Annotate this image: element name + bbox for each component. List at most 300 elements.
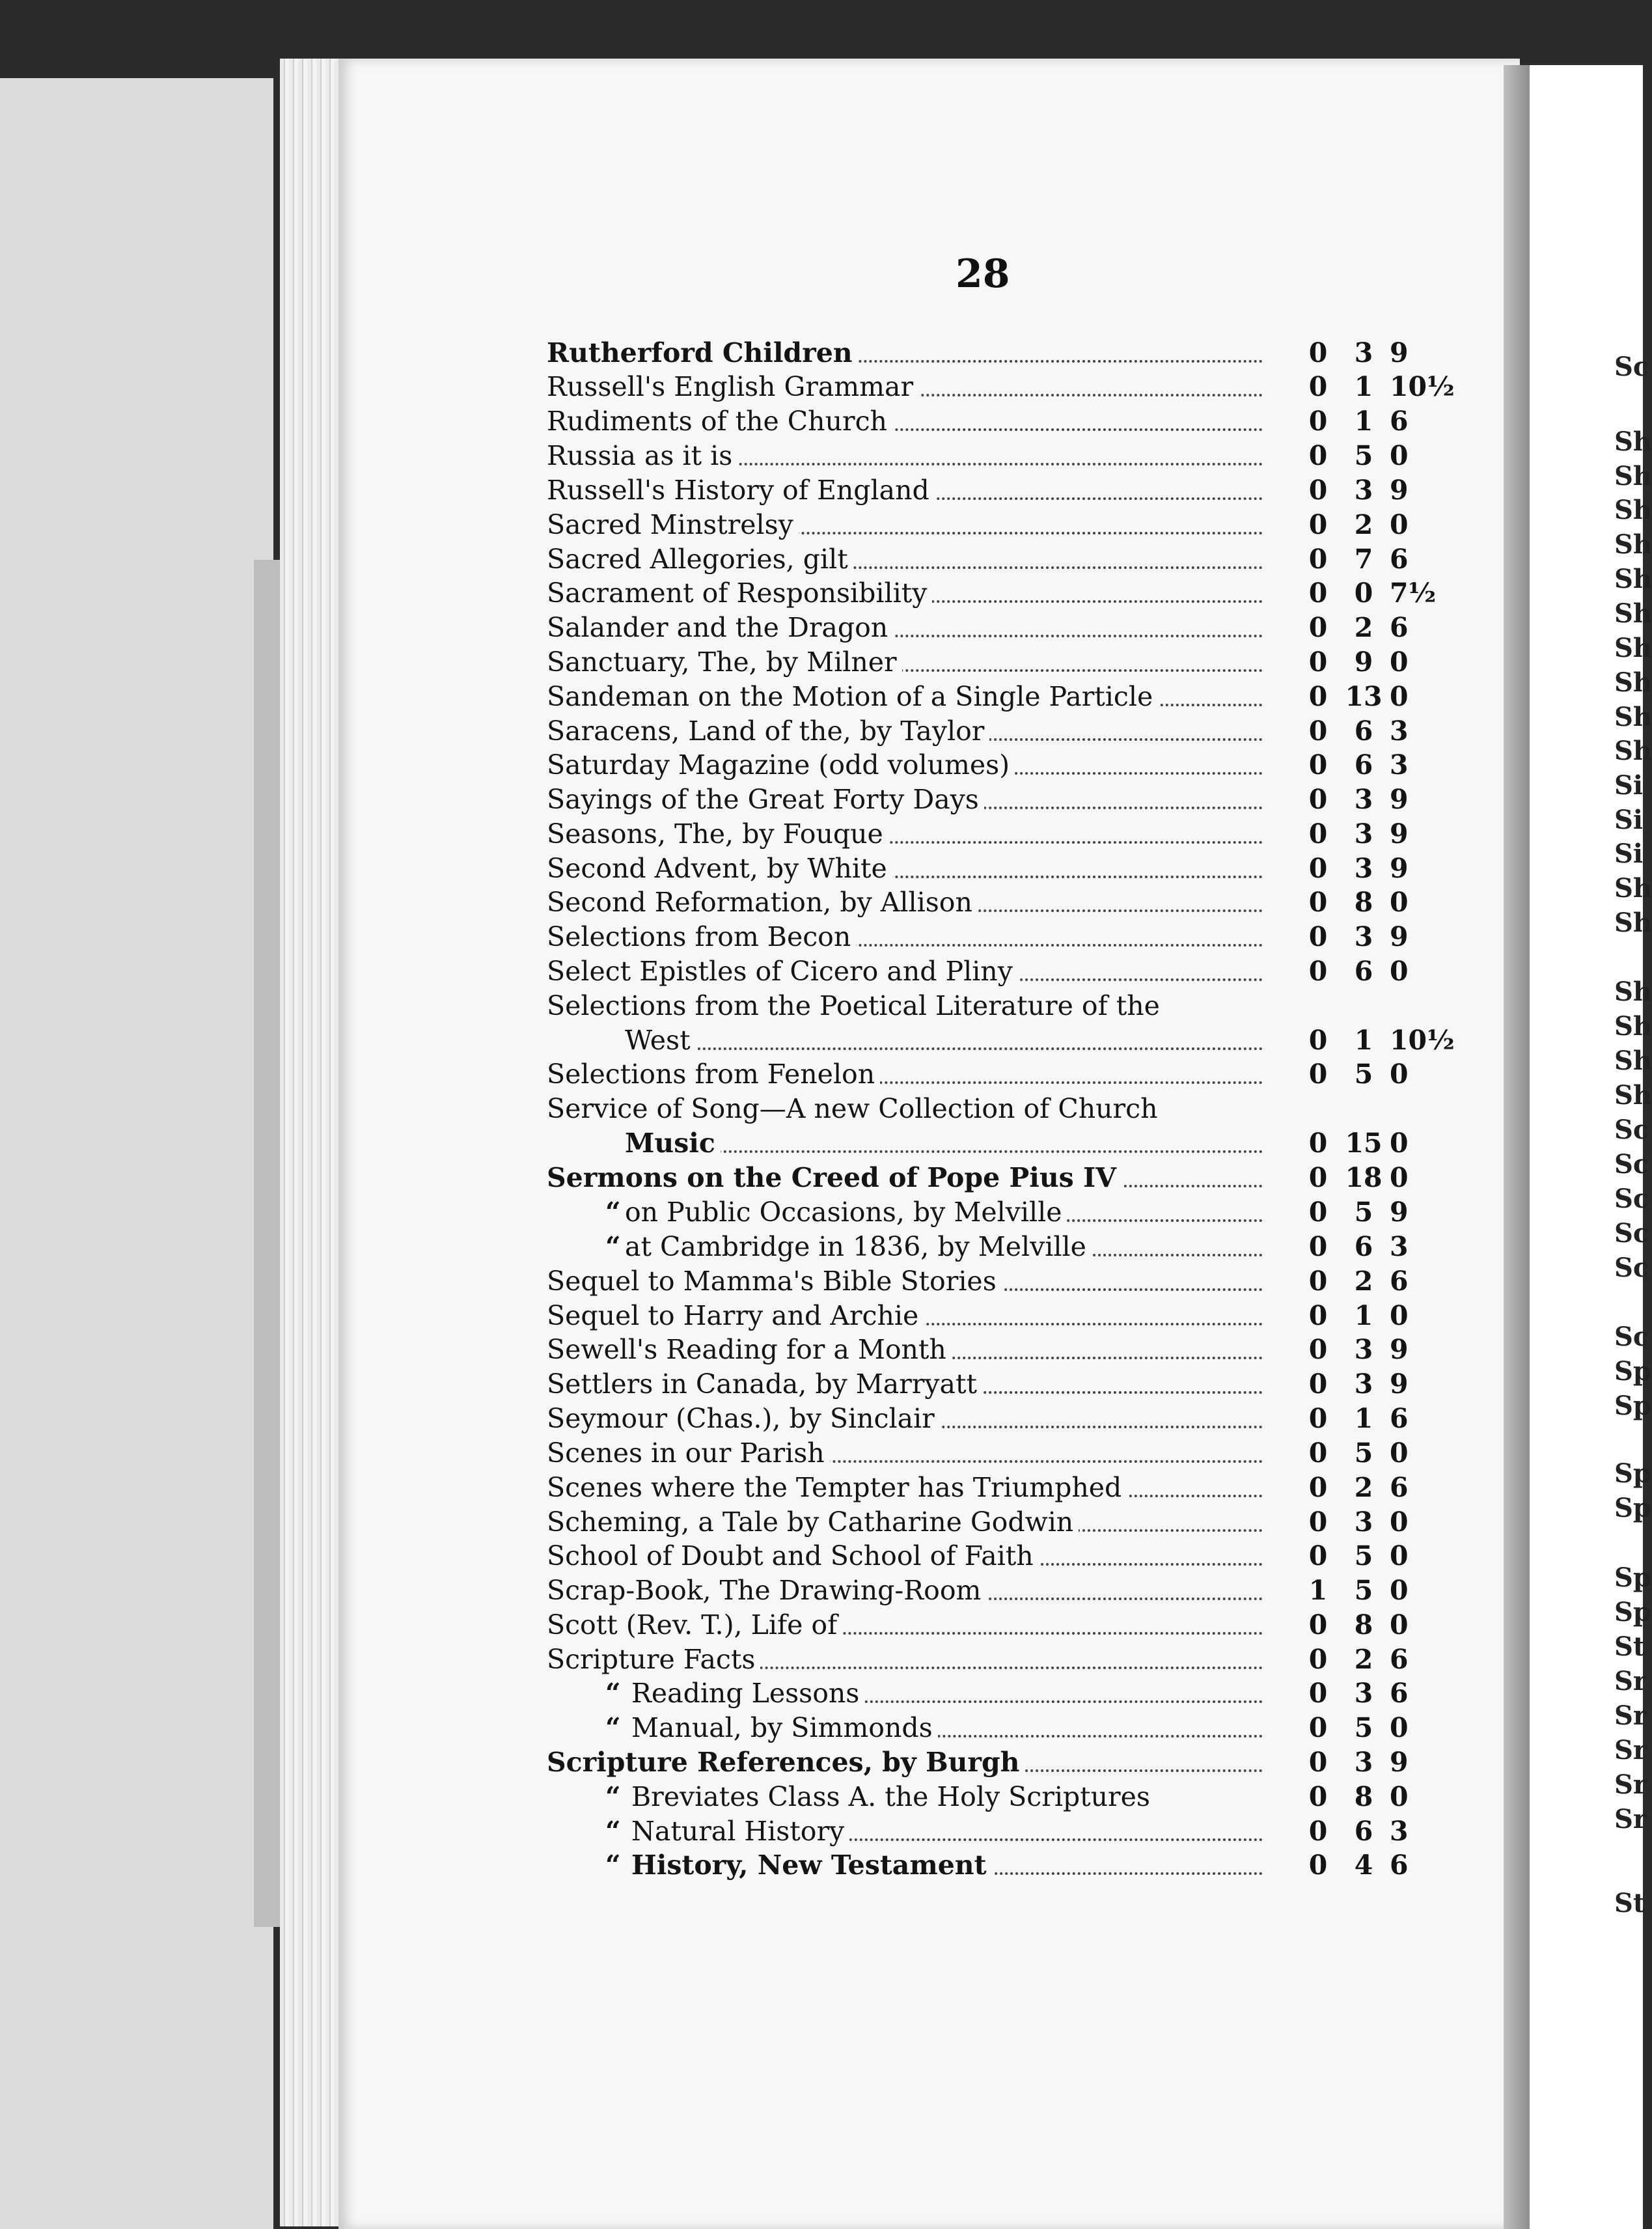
next-page-fragment: Sh — [1614, 598, 1652, 629]
entry-title: Rudiments of the Church — [547, 406, 892, 437]
price-shillings: 8 — [1354, 1609, 1373, 1641]
entry-title-wrap — [547, 1538, 1263, 1573]
entry-title-wrap — [547, 885, 1263, 920]
next-page-fragment: Si — [1614, 805, 1644, 835]
catalogue-entry — [547, 473, 1432, 508]
next-page-fragment: Sr — [1614, 1666, 1647, 1696]
entry-title: Select Epistles of Cicero and Pliny — [547, 956, 1018, 987]
price-pence: 9 — [1390, 921, 1409, 952]
price-pounds: 0 — [1308, 1197, 1328, 1228]
price-pence: 0 — [1390, 1712, 1409, 1743]
entry-title: Scheming, a Tale by Catharine Godwin — [547, 1506, 1079, 1538]
entry-title: Sequel to Harry and Archie — [547, 1300, 924, 1331]
catalogue-entry — [547, 404, 1432, 439]
entry-title-wrap — [547, 988, 1263, 1023]
next-page-fragment: Sr — [1614, 1804, 1647, 1834]
catalogue-entry — [547, 1229, 1432, 1264]
price-shillings: 1 — [1354, 1403, 1373, 1434]
next-page-fragment: Sh — [1614, 907, 1652, 938]
catalogue-entry — [547, 644, 1432, 680]
price-pence: 7½ — [1390, 577, 1437, 609]
price-shillings: 3 — [1354, 921, 1373, 952]
price-pence: 6 — [1390, 1849, 1409, 1881]
price-pounds: 0 — [1308, 612, 1328, 643]
catalogue-entry — [547, 1195, 1432, 1230]
price-pence: 3 — [1390, 1816, 1409, 1847]
price-pence: 0 — [1390, 646, 1409, 678]
page-number: 28 — [956, 251, 1010, 297]
entry-title: Scripture Facts — [547, 1644, 760, 1675]
price-pounds: 0 — [1308, 577, 1328, 609]
next-page-fragment: Sr — [1614, 1700, 1647, 1731]
price-pence: 9 — [1390, 1197, 1409, 1228]
price-pence: 6 — [1390, 1266, 1409, 1297]
price-shillings: 2 — [1354, 1644, 1373, 1675]
price-shillings: 5 — [1354, 1712, 1373, 1743]
entry-title: Sanctuary, The, by Milner — [547, 646, 902, 678]
entry-title: School of Doubt and School of Faith — [547, 1540, 1039, 1571]
next-page-fragment: Sp — [1614, 1356, 1651, 1387]
price-shillings: 5 — [1354, 1540, 1373, 1571]
next-page-fragment: Sh — [1614, 461, 1652, 491]
price-shillings: 3 — [1354, 1334, 1373, 1365]
next-page-fragment: Sr — [1614, 1735, 1647, 1765]
price-pounds: 0 — [1308, 509, 1328, 540]
catalogue-entry — [547, 851, 1432, 886]
catalogue-entry — [547, 1160, 1432, 1195]
price-shillings: 0 — [1354, 577, 1373, 609]
entry-title-wrap — [547, 1160, 1263, 1195]
catalogue-entry — [547, 1435, 1432, 1471]
price-pence: 0 — [1390, 1128, 1409, 1159]
price-pounds: 0 — [1308, 1816, 1328, 1847]
price-pounds: 0 — [1308, 1678, 1328, 1709]
entry-title-wrap — [547, 1573, 1263, 1608]
catalogue-entry — [547, 610, 1432, 645]
catalogue-entry — [547, 782, 1432, 817]
catalogue-entry — [547, 1710, 1432, 1745]
price-pence: 0 — [1390, 1300, 1409, 1331]
price-pounds: 0 — [1308, 1506, 1328, 1538]
price-pounds: 0 — [1308, 1334, 1328, 1365]
entry-title-wrap — [547, 747, 1263, 782]
price-shillings: 6 — [1354, 1816, 1373, 1847]
ditto-mark: “ — [605, 1781, 621, 1812]
entry-title-wrap — [547, 1366, 1263, 1402]
price-pence: 6 — [1390, 1472, 1409, 1503]
price-shillings: 3 — [1354, 1747, 1373, 1778]
price-pence: 9 — [1390, 853, 1409, 884]
price-pounds: 0 — [1308, 646, 1328, 678]
catalogue-entry — [547, 713, 1432, 749]
price-pence: 6 — [1390, 406, 1409, 437]
price-pounds: 0 — [1308, 1472, 1328, 1503]
price-shillings: 7 — [1354, 544, 1373, 575]
price-shillings: 5 — [1354, 1575, 1373, 1606]
catalogue-entry — [547, 1023, 1455, 1058]
entry-title: Manual, by Simmonds — [631, 1712, 938, 1743]
price-pence: 9 — [1390, 475, 1409, 506]
entry-title: Second Advent, by White — [547, 853, 892, 884]
next-page-fragment: Sh — [1614, 873, 1652, 904]
price-shillings: 5 — [1354, 1059, 1373, 1090]
catalogue-entry — [547, 1848, 1432, 1883]
price-pence: 0 — [1390, 1059, 1409, 1090]
entry-title-wrap — [547, 507, 1263, 542]
price-pence: 10½ — [1390, 371, 1455, 402]
catalogue-entry — [547, 335, 1432, 370]
next-page-fragment: Sh — [1614, 426, 1652, 457]
price-pounds: 0 — [1308, 921, 1328, 952]
catalogue-entry — [547, 1264, 1432, 1299]
price-shillings: 3 — [1354, 784, 1373, 815]
entry-title-wrap — [631, 1710, 1263, 1745]
price-pounds: 0 — [1308, 749, 1328, 781]
price-pence: 0 — [1390, 1437, 1409, 1469]
entry-title: Scripture References, by Burgh — [547, 1747, 1025, 1778]
next-page-fragment: Sc — [1614, 1322, 1649, 1352]
catalogue-entry — [547, 988, 1432, 1023]
entry-title-wrap — [547, 1298, 1263, 1333]
entry-title-wrap — [547, 473, 1263, 508]
price-shillings: 4 — [1354, 1849, 1373, 1881]
price-pence: 0 — [1390, 440, 1409, 471]
entry-title: Scrap-Book, The Drawing-Room — [547, 1575, 986, 1606]
price-shillings: 8 — [1354, 1781, 1373, 1812]
price-shillings: 3 — [1354, 1368, 1373, 1400]
entry-title-wrap — [547, 954, 1263, 989]
price-pence: 10½ — [1390, 1025, 1455, 1056]
price-shillings: 8 — [1354, 887, 1373, 918]
catalogue-entry — [547, 1126, 1432, 1161]
catalogue-entry — [547, 1779, 1432, 1814]
next-page-fragment: St — [1614, 1888, 1645, 1918]
entry-title: Reading Lessons — [631, 1678, 864, 1709]
price-shillings: 1 — [1354, 1025, 1373, 1056]
next-page-fragment: Sh — [1614, 667, 1652, 698]
entry-title: Salander and the Dragon — [547, 612, 893, 643]
price-shillings: 2 — [1354, 1472, 1373, 1503]
next-page-fragment: Sp — [1614, 1562, 1651, 1593]
price-pounds: 0 — [1308, 1781, 1328, 1812]
price-pounds: 0 — [1308, 681, 1328, 712]
price-pence: 9 — [1390, 337, 1409, 368]
entry-title: Sacred Minstrelsy — [547, 509, 799, 540]
entry-title: Selections from Fenelon — [547, 1059, 880, 1090]
price-pounds: 0 — [1308, 956, 1328, 987]
entry-title-wrap — [547, 919, 1263, 954]
next-page-fragment: Sp — [1614, 1493, 1651, 1523]
catalogue-entry — [547, 747, 1432, 782]
price-shillings: 18 — [1345, 1162, 1383, 1193]
next-page-fragment: St — [1614, 1631, 1645, 1662]
price-shillings: 1 — [1354, 1300, 1373, 1331]
entry-title-wrap — [547, 610, 1263, 645]
next-page-fragment: Sh — [1614, 1045, 1652, 1076]
catalogue-entry — [547, 1642, 1432, 1677]
next-page-fragment: Sc — [1614, 352, 1649, 382]
price-pounds: 1 — [1308, 1575, 1328, 1606]
catalogue-entry — [547, 1676, 1432, 1711]
catalogue-entry — [547, 954, 1432, 989]
price-shillings: 3 — [1354, 475, 1373, 506]
price-pence: 3 — [1390, 1231, 1409, 1262]
next-page-fragment: Sr — [1614, 1769, 1647, 1800]
price-shillings: 3 — [1354, 818, 1373, 850]
ditto-mark: “ — [605, 1197, 621, 1228]
price-pence: 0 — [1390, 509, 1409, 540]
entry-title-wrap — [625, 1195, 1263, 1230]
price-pounds: 0 — [1308, 1266, 1328, 1297]
price-pence: 6 — [1390, 612, 1409, 643]
entry-title-wrap — [631, 1814, 1263, 1849]
price-pounds: 0 — [1308, 1025, 1328, 1056]
catalogue-entry — [547, 1401, 1432, 1436]
entry-title-wrap — [547, 1332, 1263, 1367]
entry-title-wrap — [547, 1504, 1263, 1540]
catalogue-entry — [547, 542, 1432, 577]
price-pounds: 0 — [1308, 784, 1328, 815]
price-shillings: 13 — [1345, 681, 1383, 712]
entry-title: Natural History — [631, 1816, 849, 1847]
price-pence: 6 — [1390, 544, 1409, 575]
price-pounds: 0 — [1308, 1849, 1328, 1881]
price-pounds: 0 — [1308, 475, 1328, 506]
price-shillings: 15 — [1345, 1128, 1383, 1159]
entry-title-wrap — [547, 335, 1263, 370]
entry-title-wrap — [547, 1435, 1263, 1471]
entry-title: West — [625, 1025, 696, 1056]
next-page-fragment: Sc — [1614, 1253, 1649, 1283]
price-pence: 3 — [1390, 749, 1409, 781]
catalogue-entry — [547, 1470, 1432, 1505]
price-pounds: 0 — [1308, 853, 1328, 884]
entry-title: Sewell's Reading for a Month — [547, 1334, 952, 1365]
price-pence: 9 — [1390, 1368, 1409, 1400]
catalogue-entry — [547, 1332, 1432, 1367]
entry-title-wrap — [547, 575, 1263, 611]
entry-title: Music — [625, 1128, 721, 1159]
price-pence: 6 — [1390, 1403, 1409, 1434]
next-page-fragment: Si — [1614, 838, 1644, 869]
entry-title: Russell's English Grammar — [547, 371, 918, 402]
next-page-fragment: Sc — [1614, 1114, 1649, 1145]
entry-title: Rutherford Children — [547, 337, 858, 368]
entry-title: Settlers in Canada, by Marryatt — [547, 1368, 982, 1400]
next-page-fragment: Sh — [1614, 495, 1652, 525]
entry-title-wrap — [547, 1642, 1263, 1677]
catalogue-entry — [547, 1366, 1432, 1402]
price-shillings: 1 — [1354, 406, 1373, 437]
next-page-fragment: Sh — [1614, 529, 1652, 560]
price-pence: 0 — [1390, 681, 1409, 712]
entry-title: Breviates Class A. the Holy Scriptures — [631, 1781, 1155, 1812]
catalogue-entry — [547, 369, 1455, 404]
catalogue-entry — [547, 679, 1432, 714]
entry-title: Sermons on the Creed of Pope Pius IV — [547, 1162, 1122, 1193]
next-page-fragment: Sc — [1614, 1149, 1649, 1180]
entry-title-wrap — [547, 782, 1263, 817]
next-page-fragment: Sh — [1614, 564, 1652, 594]
price-pounds: 0 — [1308, 1609, 1328, 1641]
entry-title: Russell's History of England — [547, 475, 935, 506]
price-pounds: 0 — [1308, 337, 1328, 368]
catalogue-entry — [547, 1057, 1432, 1092]
ditto-mark: “ — [605, 1849, 621, 1881]
price-pence: 9 — [1390, 1334, 1409, 1365]
entry-title-wrap — [631, 1676, 1263, 1711]
entry-title-wrap — [631, 1779, 1263, 1814]
price-shillings: 2 — [1354, 612, 1373, 643]
price-pence: 0 — [1390, 956, 1409, 987]
entry-title: Sacrament of Responsibility — [547, 577, 932, 609]
ditto-mark: “ — [605, 1678, 621, 1709]
price-pounds: 0 — [1308, 544, 1328, 575]
price-pounds: 0 — [1308, 1540, 1328, 1571]
price-shillings: 3 — [1354, 853, 1373, 884]
catalogue-entry — [547, 1745, 1432, 1780]
price-shillings: 6 — [1354, 715, 1373, 747]
price-pounds: 0 — [1308, 1644, 1328, 1675]
price-shillings: 1 — [1354, 371, 1373, 402]
catalogue-entry — [547, 885, 1432, 920]
next-page-fragment: Sh — [1614, 1011, 1652, 1042]
entry-title: History, New Testament — [631, 1849, 992, 1881]
entry-title-wrap — [547, 1401, 1263, 1436]
price-shillings: 3 — [1354, 1678, 1373, 1709]
entry-title: Service of Song—A new Collection of Church — [547, 1093, 1163, 1124]
entry-title-wrap — [547, 816, 1263, 851]
entry-title-wrap — [631, 1848, 1263, 1883]
next-page-fragment: Sh — [1614, 702, 1652, 732]
price-pounds: 0 — [1308, 1300, 1328, 1331]
price-shillings: 6 — [1354, 1231, 1373, 1262]
entry-title-wrap — [547, 713, 1263, 749]
price-pence: 9 — [1390, 818, 1409, 850]
price-shillings: 6 — [1354, 749, 1373, 781]
price-pounds: 0 — [1308, 1231, 1328, 1262]
price-shillings: 3 — [1354, 337, 1373, 368]
price-pence: 9 — [1390, 1747, 1409, 1778]
entry-title-wrap — [547, 1264, 1263, 1299]
entry-title: Seymour (Chas.), by Sinclair — [547, 1403, 940, 1434]
price-pounds: 0 — [1308, 1712, 1328, 1743]
price-pence: 6 — [1390, 1644, 1409, 1675]
next-page-fragment: Sh — [1614, 736, 1652, 766]
price-pence: 0 — [1390, 1609, 1409, 1641]
next-page-fragment: Sh — [1614, 976, 1652, 1007]
entry-title-wrap — [547, 851, 1263, 886]
entry-title: Scott (Rev. T.), Life of — [547, 1609, 842, 1641]
entry-title-wrap — [547, 404, 1263, 439]
entry-title-wrap — [547, 644, 1263, 680]
entry-title: Selections from the Poetical Literature of the — [547, 990, 1165, 1021]
price-pounds: 0 — [1308, 887, 1328, 918]
entry-title: Second Reformation, by Allison — [547, 887, 978, 918]
entry-title-wrap — [547, 369, 1263, 404]
entry-title-wrap — [625, 1126, 1263, 1161]
price-pence: 0 — [1390, 887, 1409, 918]
price-pounds: 0 — [1308, 715, 1328, 747]
price-shillings: 5 — [1354, 1437, 1373, 1469]
entry-title: Scenes where the Tempter has Triumphed — [547, 1472, 1127, 1503]
entry-title-wrap — [625, 1023, 1263, 1058]
price-shillings: 9 — [1354, 646, 1373, 678]
catalogue-entry — [547, 575, 1437, 611]
entry-title-wrap — [547, 438, 1263, 473]
catalogue-entry — [547, 919, 1432, 954]
ditto-mark: “ — [605, 1231, 621, 1262]
catalogue-entry — [547, 1504, 1432, 1540]
price-pounds: 0 — [1308, 1162, 1328, 1193]
price-pounds: 0 — [1308, 406, 1328, 437]
price-shillings: 5 — [1354, 440, 1373, 471]
price-pence: 0 — [1390, 1506, 1409, 1538]
entry-title: at Cambridge in 1836, by Melville — [625, 1231, 1092, 1262]
entry-title: Selections from Becon — [547, 921, 856, 952]
catalogue-entry — [547, 1298, 1432, 1333]
next-page-fragment: Sp — [1614, 1597, 1651, 1627]
entry-title-wrap — [547, 1057, 1263, 1092]
price-pence: 0 — [1390, 1575, 1409, 1606]
price-shillings: 6 — [1354, 956, 1373, 987]
price-pounds: 0 — [1308, 1747, 1328, 1778]
price-shillings: 2 — [1354, 509, 1373, 540]
ditto-mark: “ — [605, 1712, 621, 1743]
entry-title-wrap — [547, 679, 1263, 714]
entry-title-wrap — [547, 1607, 1263, 1642]
price-pounds: 0 — [1308, 1437, 1328, 1469]
catalogue-entry — [547, 438, 1432, 473]
price-pounds: 0 — [1308, 1128, 1328, 1159]
price-pence: 9 — [1390, 784, 1409, 815]
next-page-fragment: Si — [1614, 770, 1644, 801]
next-page-fragment: Sp — [1614, 1458, 1651, 1489]
catalogue-entry — [547, 816, 1432, 851]
next-page-fragment: Sh — [1614, 1080, 1652, 1111]
next-page-fragment: Sc — [1614, 1218, 1649, 1249]
price-pence: 6 — [1390, 1678, 1409, 1709]
price-shillings: 5 — [1354, 1197, 1373, 1228]
catalogue-entry — [547, 1607, 1432, 1642]
entry-title: Sacred Allegories, gilt — [547, 544, 853, 575]
price-pence: 0 — [1390, 1781, 1409, 1812]
entry-title: Saturday Magazine (odd volumes) — [547, 749, 1015, 781]
price-pounds: 0 — [1308, 1403, 1328, 1434]
catalogue-entry — [547, 1091, 1432, 1126]
price-pounds: 0 — [1308, 1059, 1328, 1090]
entry-title-wrap — [547, 542, 1263, 577]
entry-title: Sayings of the Great Forty Days — [547, 784, 984, 815]
entry-title-wrap — [547, 1470, 1263, 1505]
entry-title: Scenes in our Parish — [547, 1437, 830, 1469]
entry-title: Seasons, The, by Fouque — [547, 818, 888, 850]
catalogue-entry — [547, 1573, 1432, 1608]
price-pounds: 0 — [1308, 440, 1328, 471]
catalogue-entry — [547, 507, 1432, 542]
price-pence: 0 — [1390, 1162, 1409, 1193]
entry-title: Russia as it is — [547, 440, 737, 471]
price-shillings: 3 — [1354, 1506, 1373, 1538]
price-pence: 3 — [1390, 715, 1409, 747]
entry-title-wrap — [547, 1091, 1263, 1126]
price-shillings: 2 — [1354, 1266, 1373, 1297]
ditto-mark: “ — [605, 1816, 621, 1847]
next-page-fragment: Sp — [1614, 1391, 1651, 1421]
entry-title: Sandeman on the Motion of a Single Particle — [547, 681, 1158, 712]
entry-title-wrap — [625, 1229, 1263, 1264]
next-page-fragment: Sh — [1614, 633, 1652, 663]
